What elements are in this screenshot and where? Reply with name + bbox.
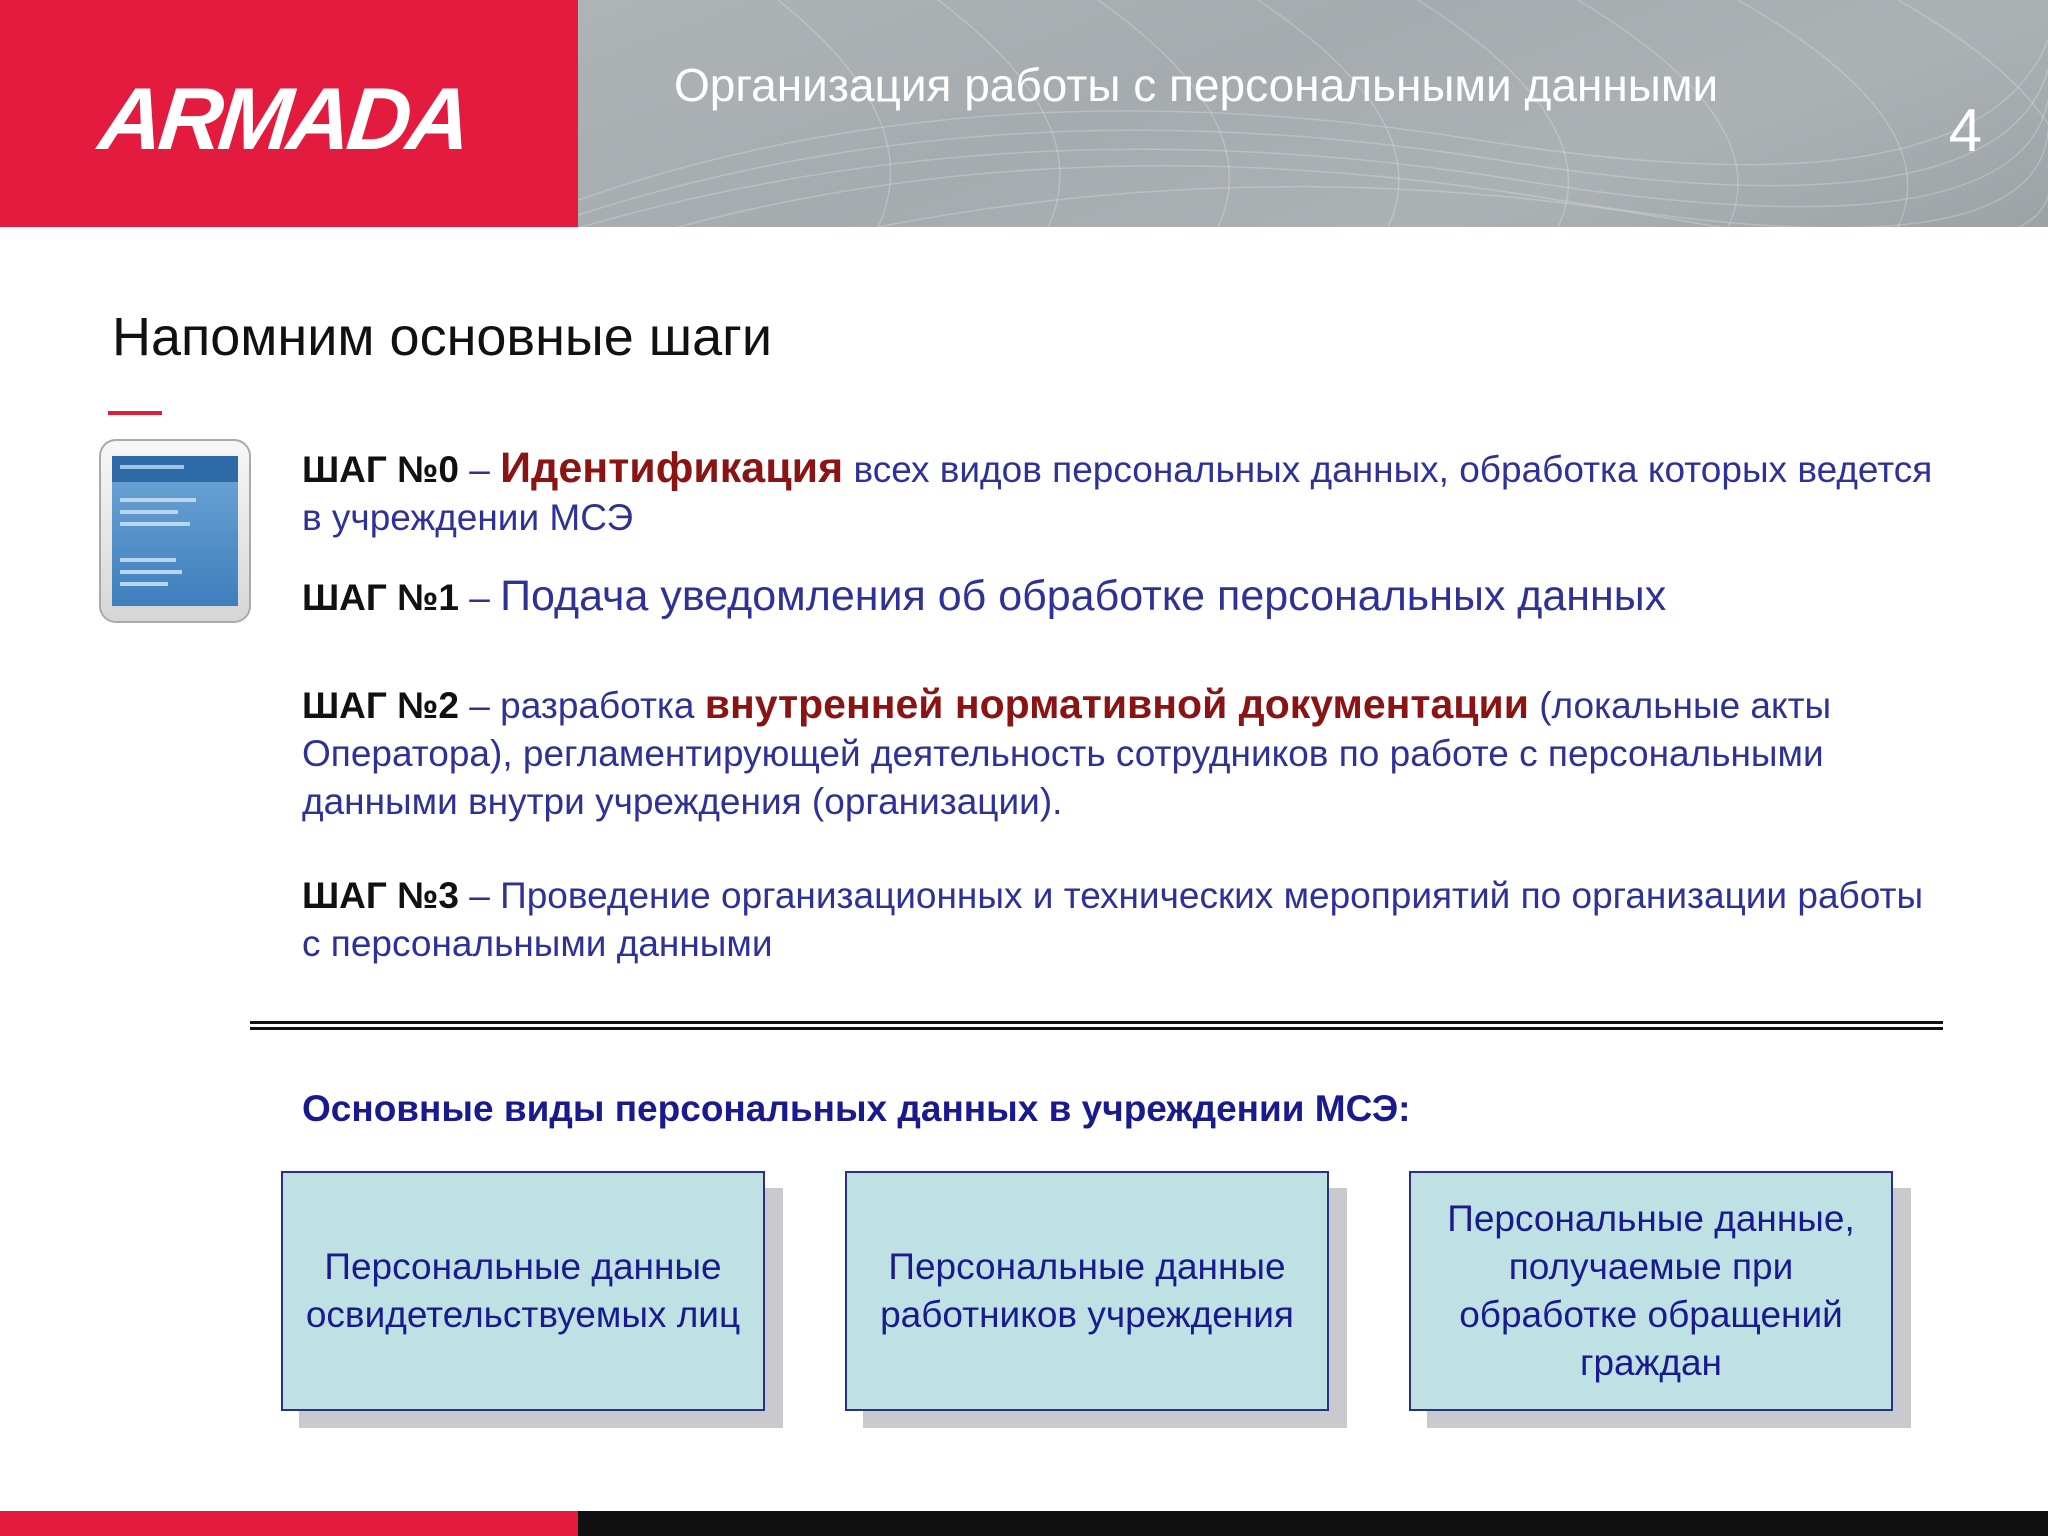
data-types-title: Основные виды персональных данных в учреждении МСЭ:	[302, 1088, 1411, 1129]
step-text: Подача уведомления об обработке персональных данных	[500, 572, 1667, 620]
step-0	[302, 444, 1942, 542]
step-3	[302, 872, 1942, 968]
header-brand-panel	[0, 0, 578, 227]
document-icon	[98, 438, 252, 624]
title-accent-line	[108, 411, 162, 415]
data-type-box-examinees: Персональные данные освидетельствуемых лиц	[281, 1171, 765, 1411]
data-type-box-employees: Персональные данные работников учреждения	[845, 1171, 1329, 1411]
step-label: ШАГ №1	[302, 577, 459, 618]
step-highlight: внутренней нормативной документации	[704, 681, 1529, 727]
slide-number: 4	[1948, 97, 1982, 164]
step-dash: –	[458, 449, 501, 490]
step-2	[302, 680, 1942, 826]
step-text: всех видов персональных данных, обработка которых ведется в учреждении МСЭ	[302, 449, 1933, 538]
header-title-panel	[578, 0, 2048, 227]
header-title: Организация работы с персональными данными	[674, 59, 1719, 111]
step-dash: –	[458, 685, 501, 726]
step-dash: –	[458, 577, 501, 618]
mesh-decoration	[578, 0, 2048, 227]
step-1	[302, 572, 1942, 622]
step-label: ШАГ №3	[302, 875, 459, 916]
step-label: ШАГ №2	[302, 685, 459, 726]
step-highlight: Идентификация	[500, 444, 844, 492]
footer-black-bar	[578, 1511, 2048, 1536]
step-label: ШАГ №0	[302, 449, 459, 490]
double-divider	[250, 1021, 1943, 1030]
data-type-box-citizen-requests: Персональные данные, получаемые при обработке обращений граждан	[1409, 1171, 1893, 1411]
section-title: Напомним основные шаги	[112, 307, 772, 367]
step-text-before: разработка	[500, 685, 705, 726]
armada-logo: ARMADA	[94, 69, 473, 168]
footer-red-bar	[0, 1511, 578, 1536]
step-text: Проведение организационных и технических мероприятий по организации работы с персональными данными	[302, 875, 1924, 964]
step-text: (локальные акты Оператора), регламентирующей деятельность сотрудников по работе с персональными данными внутри учреждения (организации).	[302, 685, 1832, 822]
step-dash: –	[458, 875, 501, 916]
